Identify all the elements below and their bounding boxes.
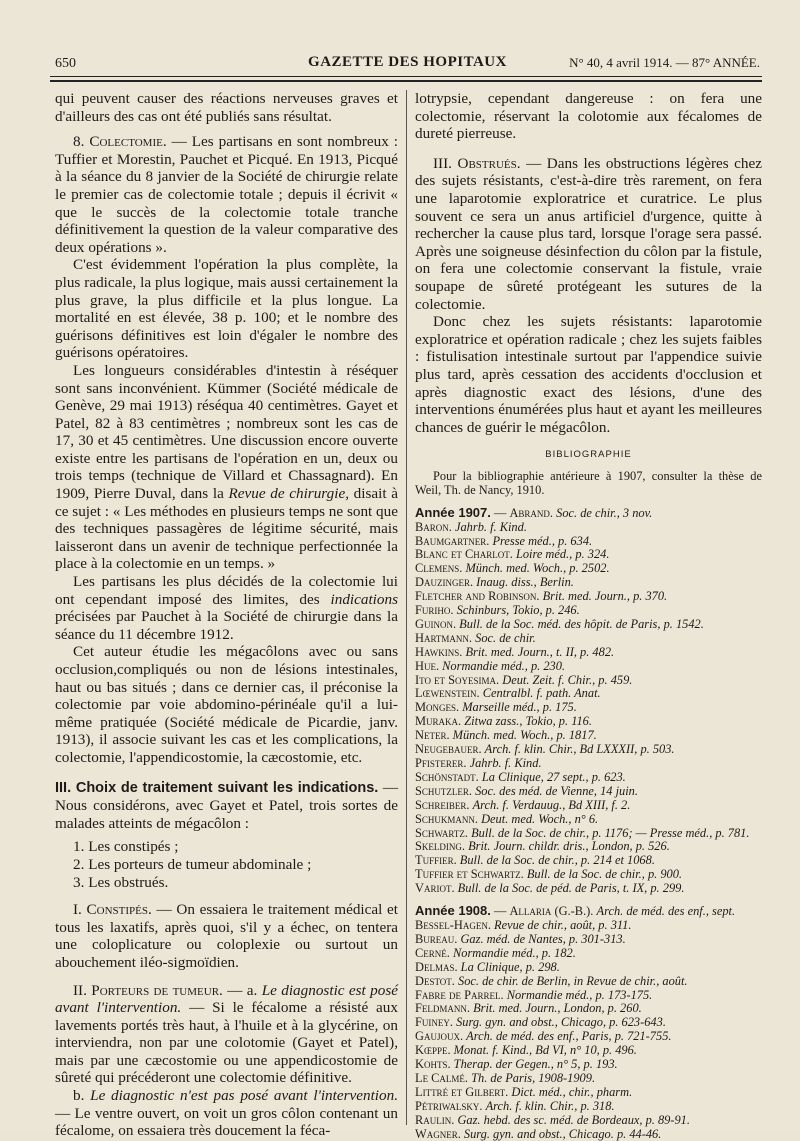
year-heading: Année 1907. — Abrand. Soc. de chir., 3 nov.	[415, 504, 653, 520]
emphasis: Le diagnostic n'est pas posé avant l'intervention.	[90, 1087, 398, 1105]
bib-source: Arch. de méd. des enf., sept.	[596, 904, 736, 919]
bib-entry	[415, 989, 762, 1003]
bib-source: Jahrb. f. Kind.	[469, 756, 542, 770]
bib-source: Arch. f. klin. Chir., Bd LXXXII, p. 503.	[484, 742, 675, 757]
bib-entry	[415, 1044, 762, 1058]
bib-author: Dauzinger.	[415, 575, 474, 590]
bib-entry	[415, 757, 762, 771]
bib-author: Destot.	[415, 973, 455, 988]
bib-entry	[415, 1114, 762, 1128]
bib-entry	[415, 975, 762, 989]
bib-entry	[415, 785, 762, 799]
bib-entry	[415, 919, 762, 933]
paragraph-text: — Les partisans en sont nombreux : Tuffier et Morestin, Pauchet et Picqué. En 1913, Picqué à la séance du 8 janvier de la Société de chirurgie relate le premier cas de colectomie totale ; depuis il écrivit « que le succès de la colectomie totale tranche définitivement la question de la valeur comparative des deux opérations ».	[55, 133, 398, 256]
bib-source: Münch. med. Woch., p. 1817.	[452, 728, 597, 743]
running-header	[55, 54, 760, 74]
bib-source: Brit. med. Journ., t. II, p. 482.	[465, 644, 615, 659]
bib-entry	[415, 1086, 762, 1100]
bib-author: Bessel-Hagen.	[415, 917, 491, 932]
bib-source: Inaug. diss., Berlin.	[476, 575, 574, 590]
paragraph-text: — Nous considérons, avec Gayet et Patel, trois sortes de malades atteints de mégacôlon :	[55, 778, 399, 832]
bib-source: Centralbl. f. path. Anat.	[482, 686, 601, 701]
bib-source: Soc. de chir., 3 nov.	[556, 505, 653, 520]
bib-author: Blanc et Charlot.	[415, 547, 513, 562]
paragraph	[55, 1087, 398, 1140]
bib-entry	[415, 1072, 762, 1086]
bib-entry	[415, 947, 762, 961]
bib-source: Arch. de méd. des enf., Paris, p. 721-755.	[466, 1029, 672, 1044]
bib-source: Bull. de la Soc. de chir., p. 214 et 1068.	[459, 853, 655, 868]
paragraph-text: — Dans les obstructions légères chez des sujets résistants, c'est-à-dire très rarement, on fera une laparotomie exploratrice et curatrice. Le plus souvent ce sera un anus artificiel d'urgence, quitte à rechercher la cause plus tard, lorsque l'orage sera passé. Après une soigneuse désinfection du côlon par la fistule, on fera une colectomie conservant la fistule, vraie soupape de sûreté protégeant les sutures de la colectomie.	[415, 154, 762, 313]
paragraph-text: Les partisans les plus décidés de la colectomie lui ont cependant imposé des limites, des	[55, 573, 398, 608]
bib-entry	[415, 961, 762, 975]
paragraph	[55, 901, 398, 971]
bib-author: Schönstadt.	[415, 769, 479, 784]
run-in-heading: III. Obstrués.	[433, 154, 521, 172]
bib-author: Kœppe.	[415, 1043, 451, 1058]
bib-source: Bull. de la Soc. de chir., p. 900.	[526, 867, 683, 882]
bib-entry	[415, 660, 762, 674]
bib-author: Delmas.	[415, 959, 458, 974]
journal-name: Revue de chirurgie	[228, 485, 346, 503]
paragraph-text: Les longueurs considérables d'intestin à réséquer sont sans inconvénient. Kümmer (Société médicale de Genève, 29 mai 1913) réséqua 40 centimètres. Gayet et Patel, 82 à 83 centimètres ; nombreux sont les cas de 17, 30 et 45 centimètres. Une discussion encore ouverte existe entre les partisans de l'opération en un, deux ou trois temps (technique de Villard et Chassagnard). En 1909, Pierre Duval, dans la	[55, 361, 398, 503]
bib-author: Monges.	[415, 700, 460, 715]
year-heading: Année 1908. — Allaria (G.-B.). Arch. de méd. des enf., sept.	[415, 903, 736, 919]
bib-author: Baumgartner.	[415, 533, 490, 548]
bib-source: Gaz. méd. de Nantes, p. 301-313.	[460, 931, 626, 946]
right-column	[415, 90, 762, 1141]
bib-author: Gaujoux.	[415, 1029, 464, 1044]
bib-author: Skelding.	[415, 839, 465, 854]
issue-info: N° 40, 4 avril 1914. — 87° ANNÉE.	[569, 55, 760, 70]
year-label: Année 1907.	[415, 504, 491, 520]
paragraph-text: — Si le fécalome a résisté aux lavements portés très haut, à l'huile et à la glycérine, on interviendra, non par une colotomie (Gayet et Patel), mais par une cæcostomie ou une appendicostomie de sûreté qui précéderont une colectomie définitive.	[55, 999, 398, 1087]
bib-entry	[415, 868, 762, 882]
year-label: Année 1908.	[415, 903, 491, 919]
bib-entry	[415, 618, 762, 632]
bib-source: Bull. de la Soc. méd. des hôpit. de Paris, p. 1542.	[459, 616, 704, 631]
bib-source: Therap. der Gegen., n° 5, p. 193.	[453, 1057, 618, 1072]
paragraph	[55, 362, 398, 573]
bib-source: Revue de chir., août, p. 311.	[494, 917, 632, 932]
list-item: 2. Les porteurs de tumeur abdominale ;	[73, 855, 312, 873]
paragraph	[55, 982, 398, 1088]
run-in-heading: II. Porteurs de tumeur.	[73, 981, 223, 999]
bib-entry	[415, 674, 762, 688]
paragraph: lotrypsie, cependant dangereuse : on fera une colectomie, réservant la colotomie aux fécalomes de dureté pierreuse.	[415, 90, 762, 143]
bib-entry	[415, 840, 762, 854]
bib-author: Clemens.	[415, 561, 463, 576]
paragraph-text: précisées par Pauchet à la Société de chirurgie dans la séance du 11 décembre 1912.	[55, 608, 398, 643]
bib-source: Marseille méd., p. 175.	[462, 700, 577, 715]
bib-author: Baron.	[415, 519, 452, 534]
bib-author: Neter.	[415, 728, 450, 743]
bib-entry	[415, 1016, 762, 1030]
bib-author: Raulin.	[415, 1112, 455, 1127]
bib-entry	[415, 701, 762, 715]
bib-source: Surg. gyn. and obst., Chicago. p. 44-46.	[463, 1126, 662, 1141]
bib-source: Normandie méd., p. 230.	[442, 658, 566, 673]
header-rule	[50, 76, 762, 77]
bib-entry	[415, 771, 762, 785]
paragraph: C'est évidemment l'opération la plus complète, la plus radicale, la plus logique, mais aussi certainement la plus grave, la plus difficile et la plus longue. La mortalité en est élevée, 38 p. 100; et le nombre des guérisons définitives est loin d'égaler le nombre des guérisons opératoires.	[55, 256, 398, 362]
bib-author: Tuffier et Schwartz.	[415, 867, 524, 882]
bib-author: Guinon.	[415, 616, 457, 631]
bib-entry	[415, 1058, 762, 1072]
list-item: 3. Les obstrués.	[73, 873, 169, 891]
paragraph	[55, 573, 398, 643]
bib-author: Furiho.	[415, 603, 454, 618]
bib-author: Allaria (G.-B.).	[509, 904, 594, 919]
bib-author: Kohts.	[415, 1057, 451, 1072]
left-column	[55, 90, 398, 1140]
bib-source: Soc. des méd. de Vienne, 14 juin.	[475, 783, 638, 798]
bib-entry	[415, 632, 762, 646]
bib-list-1908	[415, 919, 762, 1141]
paragraph: Donc chez les sujets résistants: laparotomie exploratrice et opération radicale ; chez les sujets faibles : fistulisation intestinale surtout par l'appendice suivie plus tard, après cessation des accidents d'occlusion et après diagnostic exact des lésions, d'une des interventions énumérées plus haut et ayant les meilleures chances de guérir le mégacôlon.	[415, 313, 762, 436]
bib-source: Brit. med. Journ., p. 370.	[542, 589, 668, 604]
bib-entry	[415, 882, 762, 896]
bib-entry	[415, 1002, 762, 1016]
bib-source: Brit. Journ. childr. dris., London, p. 526.	[468, 839, 670, 854]
bib-author: Schreiber.	[415, 797, 470, 812]
bib-author: Lœwenstein.	[415, 686, 480, 701]
bib-source: Jahrb. f. Kind.	[454, 519, 527, 534]
bib-entry	[415, 548, 762, 562]
bib-author: Ito et Soyesima.	[415, 672, 500, 687]
bib-author: Hue.	[415, 658, 440, 673]
bib-source: Loire méd., p. 324.	[515, 547, 610, 562]
header-rule-thick	[50, 80, 762, 82]
bib-author: Fletcher and Robinson.	[415, 589, 540, 604]
bib-author: Fuiney.	[415, 1015, 453, 1030]
bib-entry	[415, 933, 762, 947]
bib-author: Hawkins.	[415, 644, 463, 659]
bib-source: Th. de Paris, 1908-1909.	[471, 1070, 596, 1085]
bib-author: Schukmann.	[415, 811, 478, 826]
bib-source: Bull. de la Soc. de chir., p. 1176; — Presse méd., p. 781.	[471, 825, 750, 840]
bib-entry	[415, 743, 762, 757]
bib-source: La Clinique, 27 sept., p. 623.	[481, 769, 626, 784]
bib-author: Fabre de Parrel.	[415, 987, 504, 1002]
bib-entry	[415, 535, 762, 549]
bib-source: Presse méd., p. 634.	[492, 533, 593, 548]
bib-author: Tuffier.	[415, 853, 457, 868]
bib-author: Littré et Gilbert.	[415, 1084, 509, 1099]
emphasis: indications	[330, 590, 398, 608]
bib-entry	[415, 562, 762, 576]
paragraph-text: — On essaiera le traitement médical et tous les laxatifs, après quoi, s'il y a échec, on tentera une coloplicature ou coloplexie ou surtout un abouchement iléo-sigmoïdien.	[55, 901, 398, 971]
bib-entry	[415, 729, 762, 743]
bib-author: Hartmann.	[415, 630, 473, 645]
bib-entry	[415, 576, 762, 590]
bib-author: Schutzler.	[415, 783, 472, 798]
paragraph: qui peuvent causer des réactions nerveuses graves et d'ailleurs des cas ont été publiés sans résultat.	[55, 90, 398, 125]
bib-author: Schwartz.	[415, 825, 468, 840]
bib-entry	[415, 646, 762, 660]
bib-entry	[415, 1030, 762, 1044]
paragraph-text: b.	[73, 1087, 91, 1105]
paragraph	[415, 155, 762, 313]
run-in-heading: I. Constipés.	[73, 901, 152, 919]
bib-entry	[415, 813, 762, 827]
page-number: 650	[55, 56, 76, 71]
bib-entry	[415, 1100, 762, 1114]
journal-title: GAZETTE DES HOPITAUX	[308, 54, 507, 70]
bib-author: Abrand.	[509, 505, 554, 520]
bib-source: La Clinique, p. 298.	[460, 959, 560, 974]
bib-author: Pfisterer.	[415, 756, 467, 770]
bib-entry	[415, 715, 762, 729]
section-paragraph	[55, 779, 398, 833]
bib-author: Variot.	[415, 881, 455, 896]
indication-list	[55, 838, 398, 891]
bib-entry	[415, 604, 762, 618]
bib-source: Deut. Zeit. f. Chir., p. 459.	[502, 672, 633, 687]
bib-source: Surg. gyn. and obst., Chicago, p. 623-643.	[456, 1015, 666, 1030]
bib-source: Brit. med. Journ., London, p. 260.	[473, 1001, 642, 1016]
bib-source: Deut. med. Woch., n° 6.	[481, 811, 599, 826]
bib-author: Wagner.	[415, 1126, 461, 1141]
list-item: 1. Les constipés ;	[73, 838, 179, 856]
bibliography-title: BIBLIOGRAPHIE	[545, 449, 632, 461]
bib-source: Soc. de chir.	[475, 630, 536, 645]
bib-source: Monat. f. Kind., Bd VI, n° 10, p. 496.	[453, 1043, 637, 1058]
bib-source: Gaz. hebd. des sc. méd. de Bordeaux, p. 89-91.	[457, 1112, 690, 1127]
bib-author: Le Calmé.	[415, 1070, 469, 1085]
bib-entry	[415, 827, 762, 841]
bib-entry	[415, 799, 762, 813]
bib-source: Arch. f. klin. Chir., p. 318.	[485, 1098, 615, 1113]
bib-author: Pétriwalsky.	[415, 1098, 483, 1113]
bibliography-intro: Pour la bibliographie antérieure à 1907, consulter la thèse de Weil, Th. de Nancy, 1910.	[415, 468, 762, 497]
bib-source: Bull. de la Soc. de péd. de Paris, t. IX, p. 299.	[457, 881, 685, 896]
paragraph-text: , disait à ce sujet : « Les méthodes en plusieurs temps ne sont que des techniques passagères de légitime sécurité, mais laisseront dans un avenir de technique perfectionnée la place à la colectomie en un temps. »	[55, 485, 398, 573]
bib-source: Schinburs, Tokio, p. 246.	[456, 603, 580, 618]
emphasis: Le diagnostic est posé avant l'intervention.	[55, 981, 398, 1017]
bib-author: Cerné.	[415, 945, 450, 960]
section-title: III. Choix de traitement suivant les indications.	[55, 779, 379, 796]
bib-author: Bureau.	[415, 931, 458, 946]
bib-author: Feldmann.	[415, 1001, 470, 1016]
bib-entry	[415, 854, 762, 868]
bib-source: Soc. de chir. de Berlin, in Revue de chir., août.	[458, 973, 688, 988]
bibliography	[415, 470, 762, 1141]
bib-entry	[415, 687, 762, 701]
bib-source: Zitwa zass., Tokio, p. 116.	[464, 714, 592, 729]
bib-source: Dict. méd., chir., pharm.	[511, 1084, 633, 1099]
paragraph-text: — a.	[222, 981, 262, 999]
paragraph: Cet auteur étudie les mégacôlons avec ou sans occlusion,compliqués ou non de lésions intestinales, haut ou bas situés ; dans ce dernier cas, il préconise la colectomie par voie abdomino-périnéale qu'il a lui-même pratiquée (Société médicale de Picardie, janv. 1913), il associe suivant les cas et les complications, la colectomie, l'appendicostomie, la cæcostomie, etc.	[55, 643, 398, 766]
bib-author: Muraka.	[415, 714, 462, 729]
bib-entry-inline	[509, 506, 652, 520]
run-in-heading: 8. Colectomie.	[73, 133, 167, 151]
paragraph-text: — Le ventre ouvert, on voit un gros côlon contenant un fécalome, on essaiera très doucement la féca-	[55, 1104, 398, 1140]
bib-source: Normandie méd., p. 182.	[452, 945, 576, 960]
bib-entry	[415, 1128, 762, 1141]
bib-list-1907	[415, 521, 762, 896]
paragraph	[55, 133, 398, 256]
bib-author: Neugebauer.	[415, 742, 482, 757]
bib-source: Normandie méd., p. 173-175.	[506, 987, 653, 1002]
bib-source: Arch. f. Verdauug., Bd XIII, f. 2.	[472, 797, 631, 812]
column-separator	[406, 90, 407, 1125]
bib-entry	[415, 521, 762, 535]
bib-source: Münch. med. Woch., p. 2502.	[465, 561, 610, 576]
bib-entry	[415, 590, 762, 604]
